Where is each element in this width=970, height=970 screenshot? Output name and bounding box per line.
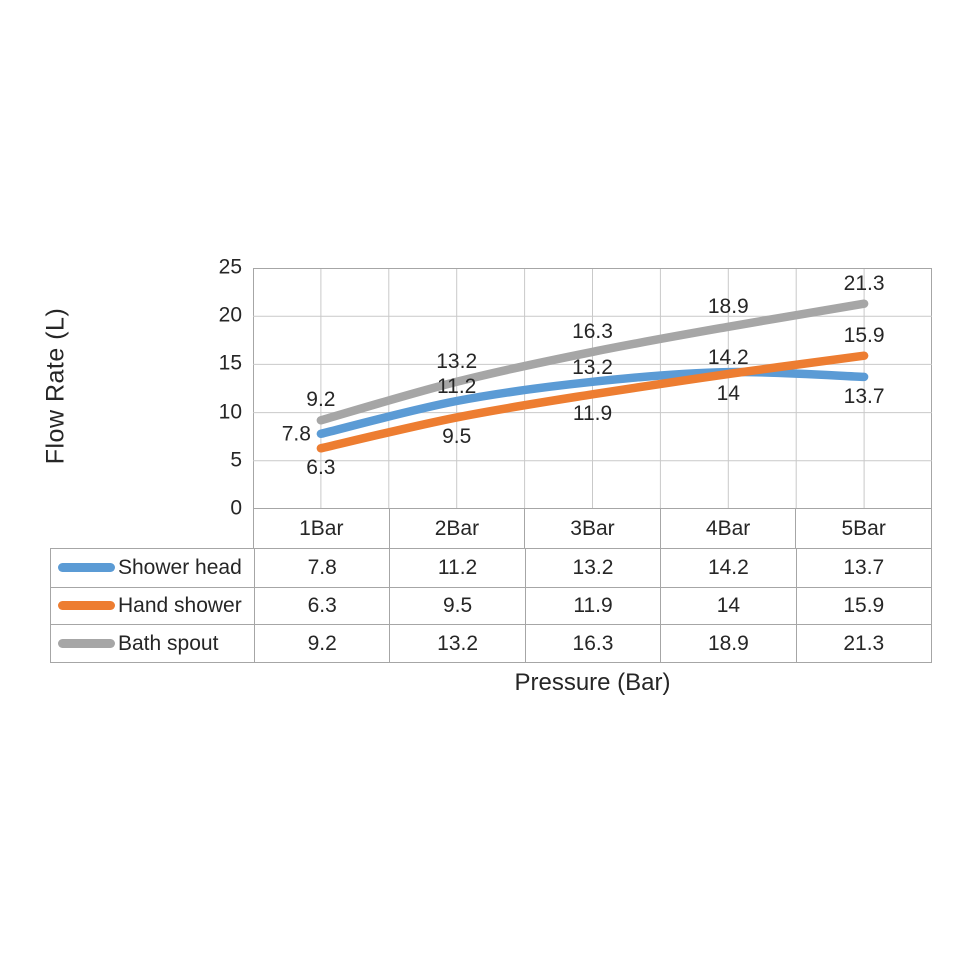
data-label: 7.8 [281, 422, 311, 446]
data-label: 21.3 [843, 271, 885, 295]
legend-key-line [58, 639, 115, 648]
x-axis-label: 2Bar [390, 509, 526, 548]
data-label: 13.2 [436, 349, 478, 373]
table-value-cell: 6.3 [254, 587, 389, 625]
x-axis-label: 1Bar [254, 509, 390, 548]
legend-label: Shower head [118, 555, 242, 579]
y-tick-label: 20 [218, 303, 242, 327]
y-tick-label: 15 [218, 351, 242, 375]
data-label: 6.3 [306, 456, 336, 480]
y-tick-label: 10 [218, 400, 242, 424]
table-value-cell: 11.2 [389, 549, 524, 587]
data-label: 11.2 [437, 375, 477, 399]
table-value-cell: 13.2 [389, 624, 524, 662]
data-label: 14 [716, 382, 740, 406]
y-axis-title: Flow Rate (L) [41, 307, 70, 465]
legend-key-line [58, 563, 115, 572]
table-value-cell: 21.3 [796, 624, 931, 662]
table-value-cell: 7.8 [254, 549, 389, 587]
line-chart-svg [253, 268, 932, 509]
legend-cell [51, 624, 254, 662]
x-axis-labels-row [253, 509, 932, 548]
data-label: 14.2 [707, 346, 749, 370]
table-value-cell: 9.2 [254, 624, 389, 662]
plot-area [253, 268, 932, 509]
table-value-cell: 14.2 [660, 549, 795, 587]
x-axis-title: Pressure (Bar) [514, 669, 671, 696]
data-label: 9.2 [306, 388, 336, 412]
data-table [50, 548, 932, 663]
data-label: 9.5 [442, 425, 472, 449]
legend-label: Hand shower [118, 593, 242, 617]
data-label: 16.3 [572, 319, 613, 343]
data-label: 13.7 [843, 384, 885, 408]
x-axis-label: 3Bar [525, 509, 661, 548]
y-tick-label: 0 [230, 496, 242, 520]
table-value-cell: 15.9 [796, 587, 931, 625]
table-value-cell: 18.9 [660, 624, 795, 662]
table-value-cell: 9.5 [389, 587, 524, 625]
x-axis-label: 4Bar [661, 509, 797, 548]
legend-cell [51, 549, 254, 587]
data-label: 11.9 [572, 402, 613, 426]
x-axis-label: 5Bar [841, 516, 886, 540]
legend-label: Bath spout [118, 631, 219, 655]
table-value-cell: 11.9 [525, 587, 660, 625]
data-label: 15.9 [843, 323, 885, 347]
table-value-cell: 14 [660, 587, 795, 625]
data-label: 18.9 [707, 294, 749, 318]
legend-key-line [58, 601, 115, 610]
y-tick-label: 5 [230, 448, 242, 472]
table-value-cell: 13.2 [525, 549, 660, 587]
table-value-cell: 16.3 [525, 624, 660, 662]
y-tick-label: 25 [218, 255, 242, 279]
legend-cell [51, 587, 254, 625]
data-label: 13.2 [572, 355, 613, 379]
table-value-cell: 13.7 [796, 549, 931, 587]
